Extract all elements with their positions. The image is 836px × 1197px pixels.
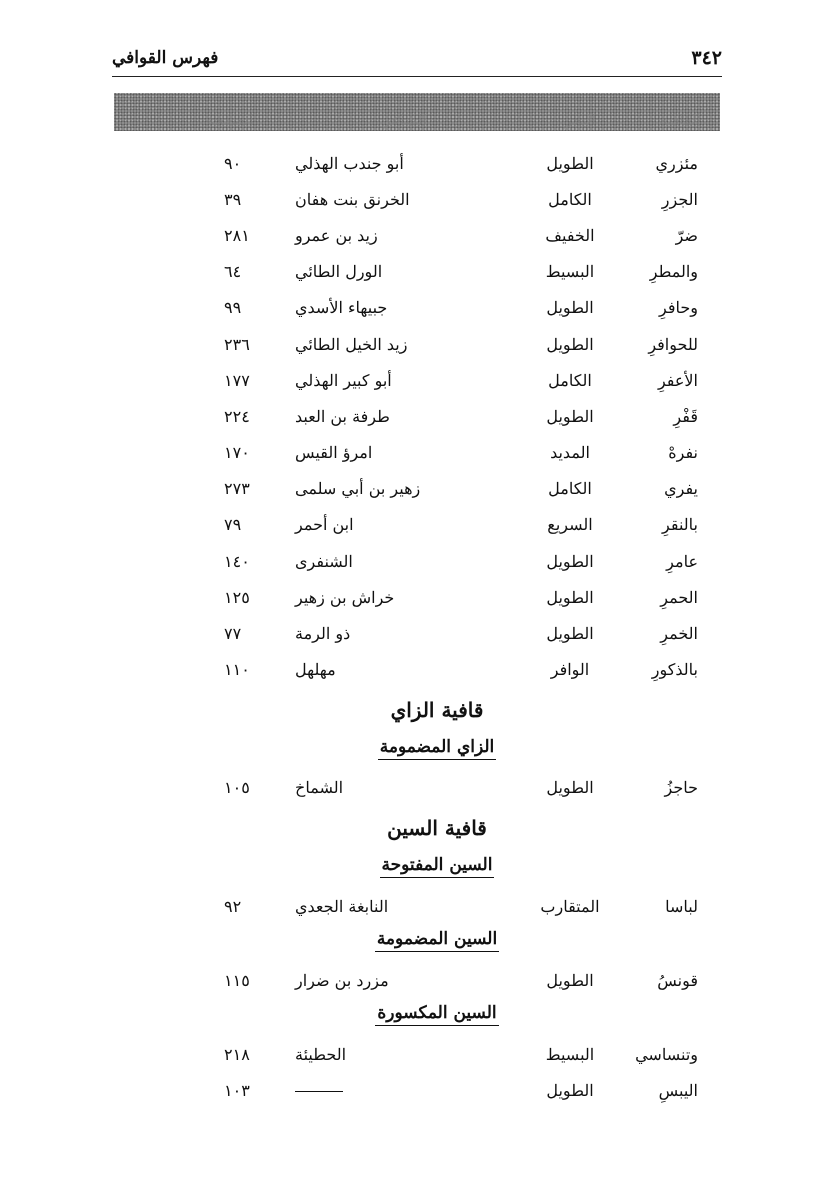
page-ref: ١٢٥ <box>224 587 250 607</box>
index-row <box>114 217 720 253</box>
poet-name: النابغة الجعدي <box>295 896 389 916</box>
poet-name: الشنفرى <box>295 551 353 571</box>
subsection-heading-text: السين المفتوحة <box>380 855 495 878</box>
page-ref: ٧٧ <box>224 624 242 644</box>
rhyme-word: وتنساسي <box>635 1044 698 1064</box>
page-ref: ٦٤ <box>224 262 242 282</box>
rhyme-word: يفري <box>664 479 698 499</box>
page-ref: ١٧٠ <box>224 443 250 463</box>
meter-name: المتقارب <box>540 896 600 916</box>
meter-name: السريع <box>547 515 593 535</box>
poet-name: الشماخ <box>295 778 344 798</box>
rhyme-word: وحافرِ <box>659 298 698 318</box>
rhyme-word: عامرِ <box>666 551 698 571</box>
index-row <box>114 254 720 290</box>
index-row <box>114 181 720 217</box>
rhyme-word: قَفْرِ <box>673 406 698 426</box>
meter-name: الكامل <box>548 479 592 499</box>
poet-name: أبو كبير الهذلي <box>295 370 392 390</box>
index-row <box>114 435 720 471</box>
rhyme-word: للحوافرِ <box>648 334 698 354</box>
poet-name: جبيهاء الأسدي <box>295 298 388 318</box>
page-number: ٣٤٢ <box>691 47 722 69</box>
meter-name: الطويل <box>546 587 594 607</box>
page-ref: ٩٢ <box>224 896 242 916</box>
meter-name: الطويل <box>546 1081 594 1101</box>
index-row <box>114 770 720 806</box>
subsection-heading <box>114 998 720 1036</box>
page-ref: ٩٩ <box>224 298 242 318</box>
rhyme-word: بالنقرِ <box>662 515 698 535</box>
poet-name: زيد الخيل الطائي <box>295 334 408 354</box>
poet-name: الحطيئة <box>295 1044 347 1064</box>
poet-name: الخرنق بنت هفان <box>295 189 410 209</box>
meter-name: الطويل <box>546 298 594 318</box>
index-row <box>114 398 720 434</box>
poet-name: أبو جندب الهذلي <box>295 153 404 173</box>
meter-name: الطويل <box>546 153 594 173</box>
column-header-page: الصفحة <box>206 111 254 129</box>
rhyme-word: قونسُ <box>657 970 698 990</box>
rhyme-word: ضرّ <box>675 225 698 245</box>
meter-name: الطويل <box>546 406 594 426</box>
index-row <box>114 1036 720 1072</box>
poet-name: امرؤ القيس <box>295 443 373 463</box>
poet-name: الورل الطائي <box>295 262 383 282</box>
rhyme-word: اليبسِ <box>658 1081 698 1101</box>
index-row <box>114 471 720 507</box>
meter-name: الكامل <box>548 370 592 390</box>
rhyme-word: مئزري <box>655 153 698 173</box>
ditto-dash <box>295 1091 343 1092</box>
poet-name: طرفة بن العبد <box>295 406 390 426</box>
section-heading: قافية السين <box>387 816 487 840</box>
subsection-heading <box>114 850 720 888</box>
header-rule <box>112 76 722 77</box>
index-row <box>114 290 720 326</box>
subsection-heading <box>114 924 720 962</box>
page-ref: ١٧٧ <box>224 370 250 390</box>
page-ref: ١٤٠ <box>224 551 250 571</box>
subsection-heading <box>114 732 720 770</box>
index-row <box>114 145 720 181</box>
poet-name: ابن أحمر <box>295 515 354 535</box>
page-ref: ١١٥ <box>224 970 250 990</box>
page-ref: ٢٢٤ <box>224 406 250 426</box>
meter-name: المديد <box>550 443 590 463</box>
rhyme-word: حاجزُ <box>664 778 698 798</box>
page-header <box>112 40 722 76</box>
subsection-heading-text: الزاي المضمومة <box>378 737 497 760</box>
page-ref: ٣٩ <box>224 189 242 209</box>
poet-name: زهير بن أبي سلمى <box>295 479 421 499</box>
meter-name: الطويل <box>546 624 594 644</box>
page-ref: ٧٩ <box>224 515 242 535</box>
rhyme-word: بالذكورِ <box>651 660 698 680</box>
index-row <box>114 579 720 615</box>
page-ref: ١٠٣ <box>224 1081 250 1101</box>
rhyme-index-list <box>114 145 720 1109</box>
rhyme-word: الجزرِ <box>661 189 698 209</box>
poet-name: مزرد بن ضرار <box>295 970 389 990</box>
meter-name: الوافر <box>550 660 590 680</box>
meter-name: الكامل <box>548 189 592 209</box>
index-row <box>114 615 720 651</box>
rhyme-word: نفرهْ <box>668 443 698 463</box>
rhyme-word: الخمرِ <box>660 624 698 644</box>
column-header-rhyme: القافية <box>659 111 701 129</box>
poet-name: زيد بن عمرو <box>295 225 378 245</box>
meter-name: الطويل <box>546 970 594 990</box>
page-ref: ١٠٥ <box>224 778 250 798</box>
meter-name: الطويل <box>546 334 594 354</box>
page-ref: ٢٨١ <box>224 225 250 245</box>
poet-name: خراش بن زهير <box>295 587 395 607</box>
index-row <box>114 326 720 362</box>
meter-name: البسيط <box>545 262 595 282</box>
section-heading: قافية الزاي <box>390 697 484 722</box>
poet-name: مهلهل <box>295 660 336 680</box>
running-title: فهرس القوافي <box>112 48 219 68</box>
page-ref: ٢٧٣ <box>224 479 250 499</box>
index-row <box>114 507 720 543</box>
rhyme-word: والمطرِ <box>649 262 698 282</box>
poet-name: ذو الرمة <box>295 624 351 644</box>
column-header-band <box>114 93 720 131</box>
rhyme-word: الحمرِ <box>660 587 698 607</box>
rhyme-word: لباسا <box>665 896 698 916</box>
subsection-heading-text: السين المكسورة <box>375 1003 498 1026</box>
column-header-poet: الشاعر <box>383 111 427 129</box>
meter-name: الطويل <box>546 778 594 798</box>
page-ref: ١١٠ <box>224 660 250 680</box>
index-row <box>114 1073 720 1109</box>
index-row <box>114 543 720 579</box>
column-header-meter: البحر <box>564 111 596 129</box>
subsection-heading-text: السين المضمومة <box>375 929 499 952</box>
page-ref: ٢١٨ <box>224 1044 250 1064</box>
meter-name: الخفيف <box>545 225 595 245</box>
index-row <box>114 962 720 998</box>
page-ref: ٩٠ <box>224 153 242 173</box>
rhyme-word: الأعفرِ <box>657 370 698 390</box>
index-row <box>114 652 720 688</box>
index-row <box>114 362 720 398</box>
meter-name: الطويل <box>546 551 594 571</box>
page-ref: ٢٣٦ <box>224 334 250 354</box>
meter-name: البسيط <box>545 1044 595 1064</box>
poet-name <box>275 1081 515 1100</box>
index-row <box>114 888 720 924</box>
